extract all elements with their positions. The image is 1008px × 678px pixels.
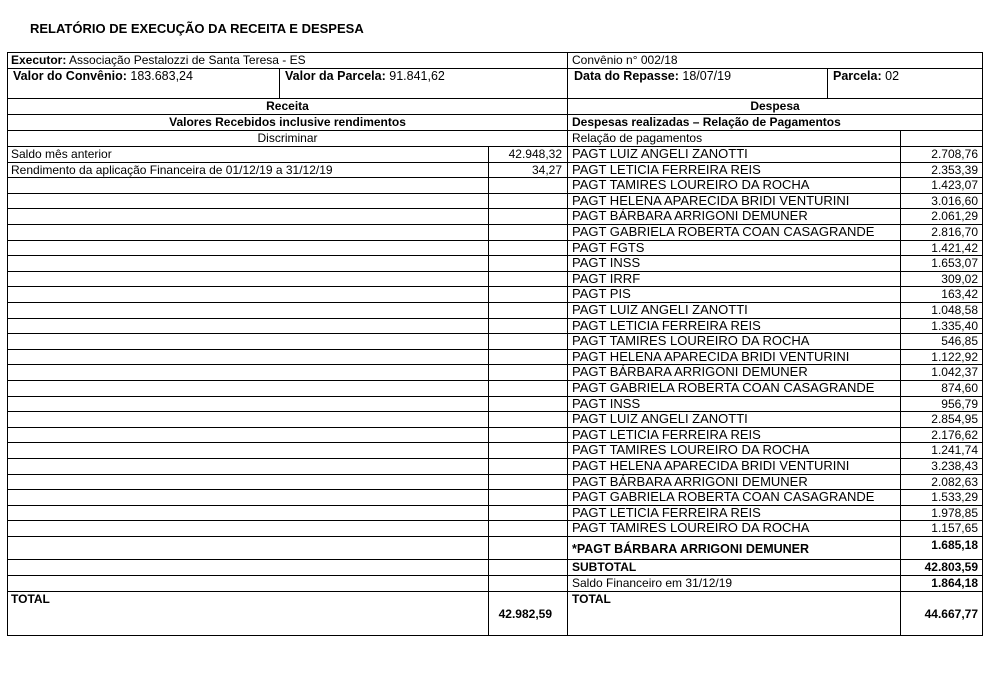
column-divider — [488, 146, 489, 636]
despesa-row-value: 163,42 — [941, 287, 978, 301]
despesa-row-value: 2.176,62 — [931, 428, 978, 442]
saldo-label: Saldo Financeiro em 31/12/19 — [572, 576, 733, 590]
despesa-row-label: PAGT LUIZ ANGELI ZANOTTI — [572, 147, 748, 161]
parcela-value: 02 — [885, 69, 900, 83]
despesa-row-value: 2.353,39 — [931, 163, 978, 177]
despesa-row-value: 1.978,85 — [931, 506, 978, 520]
receita-col-header: Discriminar — [257, 131, 318, 145]
despesa-special-label: *PAGT BÁRBARA ARRIGONI DEMUNER — [572, 542, 810, 556]
data-repasse-value: 18/07/19 — [682, 69, 732, 83]
executor-value: Associação Pestalozzi de Santa Teresa - ES — [69, 53, 306, 67]
column-divider — [900, 130, 901, 636]
despesa-row-label: PAGT BÁRBARA ARRIGONI DEMUNER — [572, 475, 808, 489]
despesa-row-value: 1.421,42 — [931, 241, 978, 255]
despesa-row-label: PAGT PIS — [572, 287, 631, 301]
despesa-row-label: PAGT LUIZ ANGELI ZANOTTI — [572, 303, 748, 317]
despesa-row-value: 874,60 — [941, 381, 978, 395]
data-repasse-label: Data do Repasse: — [574, 69, 679, 83]
despesa-title: Despesa — [750, 99, 800, 113]
despesa-row-label: PAGT LETICIA FERREIRA REIS — [572, 319, 761, 333]
despesa-row-label: PAGT FGTS — [572, 241, 645, 255]
receita-total-label: TOTAL — [11, 592, 50, 606]
despesa-row-label: PAGT BÁRBARA ARRIGONI DEMUNER — [572, 365, 808, 379]
despesa-row-value: 956,79 — [941, 397, 978, 411]
despesa-row-value: 546,85 — [941, 334, 978, 348]
despesa-row-value: 1.241,74 — [931, 443, 978, 457]
despesa-total-value: 44.667,77 — [924, 607, 978, 621]
despesa-row-value: 1.048,58 — [931, 303, 978, 317]
despesa-row-label: PAGT BÁRBARA ARRIGONI DEMUNER — [572, 209, 808, 223]
data-repasse-field — [574, 69, 824, 83]
receita-row-label: Rendimento da aplicação Financeira de 01/12/19 a 31/12/19 — [11, 163, 333, 177]
report-title: RELATÓRIO DE EXECUÇÃO DA RECEITA E DESPESA — [30, 21, 364, 36]
despesa-row-label: PAGT INSS — [572, 256, 641, 270]
row-divider — [7, 536, 983, 537]
receita-total-value: 42.982,59 — [498, 607, 552, 621]
despesa-row-label: PAGT LUIZ ANGELI ZANOTTI — [572, 412, 748, 426]
executor-label: Executor: — [11, 53, 67, 67]
despesa-row-value: 2.061,29 — [931, 209, 978, 223]
despesa-row-value: 1.335,40 — [931, 319, 978, 333]
subtotal-label: SUBTOTAL — [572, 560, 637, 574]
receita-row-label: Saldo mês anterior — [11, 147, 112, 161]
subtotal-value: 42.803,59 — [924, 560, 978, 574]
executor-field — [11, 53, 561, 67]
despesa-total-label: TOTAL — [572, 592, 611, 606]
despesa-col-header: Relação de pagamentos — [572, 131, 703, 145]
receita-subtitle: Valores Recebidos inclusive rendimentos — [169, 115, 406, 129]
despesa-subtitle: Despesas realizadas – Relação de Pagamentos — [572, 115, 841, 129]
despesa-row-value: 3.238,43 — [931, 459, 978, 473]
despesa-row-value: 1.157,65 — [931, 521, 978, 535]
despesa-row-value: 1.533,29 — [931, 490, 978, 504]
parcela-label: Parcela: — [833, 69, 882, 83]
despesa-row-label: PAGT TAMIRES LOUREIRO DA ROCHA — [572, 521, 810, 535]
parcela-field — [833, 69, 978, 83]
valor-convenio-value: 183.683,24 — [130, 69, 193, 83]
despesa-row-label: PAGT IRRF — [572, 272, 641, 286]
despesa-row-label: PAGT INSS — [572, 397, 641, 411]
despesa-row-label: PAGT HELENA APARECIDA BRIDI VENTURINI — [572, 350, 850, 364]
despesa-row-label: PAGT GABRIELA ROBERTA COAN CASAGRANDE — [572, 490, 875, 504]
despesa-row-label: PAGT GABRIELA ROBERTA COAN CASAGRANDE — [572, 225, 875, 239]
despesa-row-value: 309,02 — [941, 272, 978, 286]
receita-row-value: 34,27 — [531, 163, 562, 177]
despesa-row-label: PAGT HELENA APARECIDA BRIDI VENTURINI — [572, 194, 850, 208]
despesa-special-value: 1.685,18 — [931, 538, 978, 552]
despesa-row-label: PAGT LETICIA FERREIRA REIS — [572, 163, 761, 177]
valor-parcela-value: 91.841,62 — [389, 69, 445, 83]
despesa-row-value: 1.042,37 — [931, 365, 978, 379]
despesa-row-label: PAGT HELENA APARECIDA BRIDI VENTURINI — [572, 459, 850, 473]
receita-title: Receita — [266, 99, 309, 113]
despesa-row-value: 1.653,07 — [931, 256, 978, 270]
saldo-value: 1.864,18 — [931, 576, 978, 590]
valor-convenio-field — [13, 69, 275, 83]
despesa-row-label: PAGT TAMIRES LOUREIRO DA ROCHA — [572, 334, 810, 348]
despesa-row-value: 1.122,92 — [931, 350, 978, 364]
despesa-row-value: 2.082,63 — [931, 475, 978, 489]
convenio-field: Convênio n° 002/18 — [572, 53, 678, 67]
despesa-row-value: 3.016,60 — [931, 194, 978, 208]
valor-convenio-label: Valor do Convênio: — [13, 69, 127, 83]
valor-parcela-field — [285, 69, 563, 83]
despesa-row-label: PAGT TAMIRES LOUREIRO DA ROCHA — [572, 443, 810, 457]
despesa-row-value: 1.423,07 — [931, 178, 978, 192]
despesa-row-value: 2.816,70 — [931, 225, 978, 239]
valor-parcela-label: Valor da Parcela: — [285, 69, 386, 83]
despesa-row-label: PAGT LETICIA FERREIRA REIS — [572, 506, 761, 520]
despesa-row-label: PAGT LETICIA FERREIRA REIS — [572, 428, 761, 442]
despesa-row-value: 2.854,95 — [931, 412, 978, 426]
despesa-row-label: PAGT GABRIELA ROBERTA COAN CASAGRANDE — [572, 381, 875, 395]
receita-row-value: 42.948,32 — [508, 147, 562, 161]
despesa-row-value: 2.708,76 — [931, 147, 978, 161]
despesa-row-label: PAGT TAMIRES LOUREIRO DA ROCHA — [572, 178, 810, 192]
